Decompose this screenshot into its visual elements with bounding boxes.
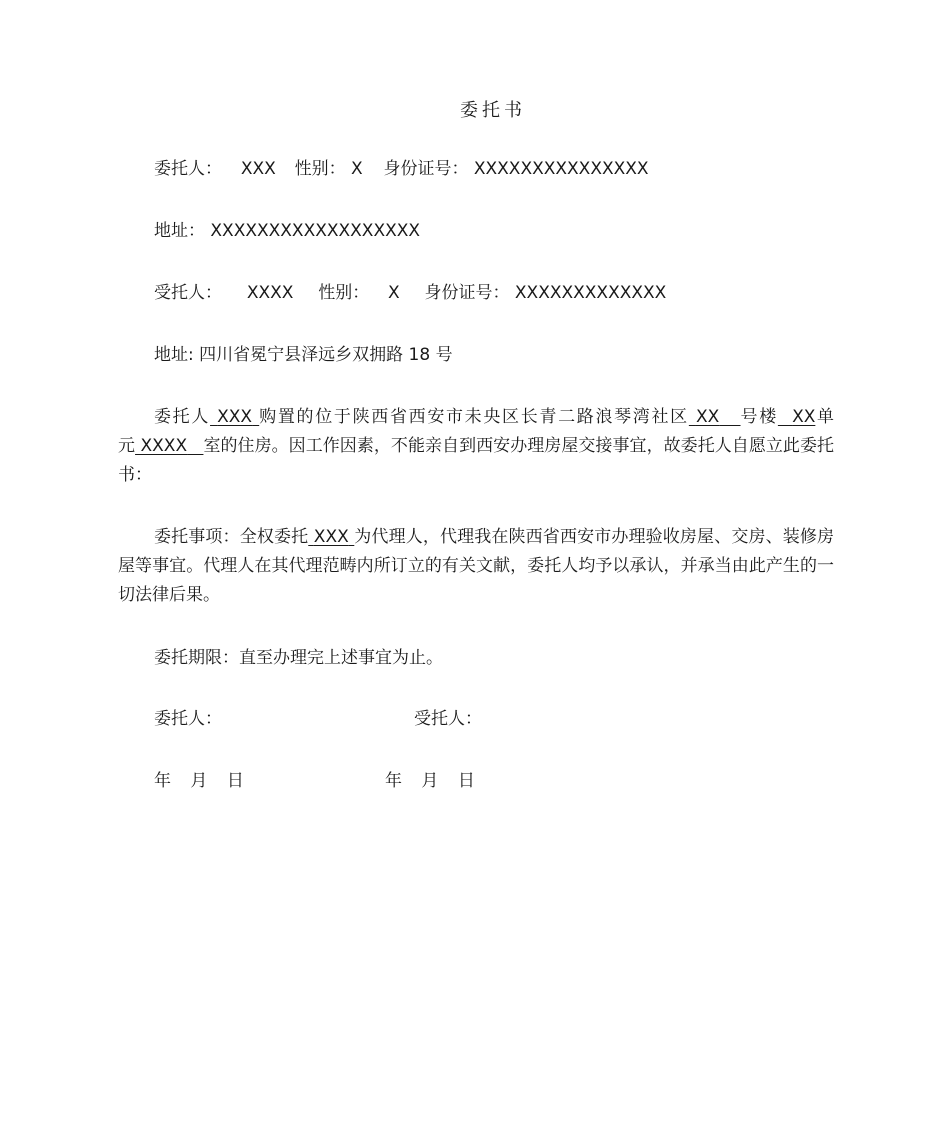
para1-text-2: 购置的位于陕西省西安市未央区长青二路浪琴湾社区 — [259, 407, 689, 427]
agent-address-label: 地址: — [154, 345, 194, 365]
principal-id-label: 身份证号： — [383, 159, 469, 179]
agent-address: 四川省冕宁县泽远乡双拥路 18 号 — [199, 345, 453, 365]
principal-signature-label: 委托人： — [154, 709, 222, 729]
agent-date-year: 年 — [385, 771, 402, 791]
agent-address-line — [154, 343, 453, 367]
principal-date-year: 年 — [154, 771, 171, 791]
principal-id: XXXXXXXXXXXXXXX — [473, 159, 649, 179]
purchase-paragraph — [118, 403, 834, 490]
agent-date-month: 月 — [421, 771, 439, 791]
agent-id-label: 身份证号： — [424, 283, 510, 303]
para1-room: XXXX — [140, 436, 188, 456]
principal-date — [154, 769, 258, 793]
principal-address: XXXXXXXXXXXXXXXXXX — [210, 221, 421, 241]
para1-principal-name: XXX — [217, 407, 253, 427]
principal-address-line — [154, 219, 420, 243]
agent-id: XXXXXXXXXXXXX — [514, 283, 667, 303]
para1-text-3: 号楼 — [740, 407, 778, 427]
principal-date-day: 日 — [226, 771, 244, 791]
para1-building: XX — [695, 407, 720, 427]
agent-line — [154, 281, 666, 305]
para2-agent-name: XXX — [313, 527, 349, 547]
principal-line — [154, 157, 649, 181]
principal-name: XXX — [240, 159, 276, 179]
agent-gender-label: 性别： — [318, 283, 370, 303]
agent-date — [385, 769, 489, 793]
agent-gender: X — [388, 283, 400, 303]
principal-gender: X — [350, 159, 363, 179]
para1-unit: XX — [792, 407, 816, 427]
agent-date-day: 日 — [457, 771, 475, 791]
principal-label: 委托人： — [154, 159, 222, 179]
para1-text-4: 单元 — [118, 407, 835, 456]
agent-label: 受托人： — [154, 283, 222, 303]
principal-date-month: 月 — [190, 771, 208, 791]
principal-gender-label: 性别： — [294, 159, 346, 179]
para2-text-1: 委托事项：全权委托 — [154, 527, 309, 547]
principal-address-label: 地址： — [154, 221, 205, 241]
para1-text-5: 室的住房。因工作因素，不能亲自到西安办理房屋交接事宜，故委托人自愿立此委托书： — [118, 436, 834, 485]
agent-name: XXXX — [246, 283, 294, 303]
para2-text-2: 为代理人，代理我在陕西省西安市办理验收房屋、交房、装修房屋等事宜。代理人在其代理范畴内所订立的有关文献，委托人均予以承认，并承当由此产生的一切法律后果。 — [118, 527, 835, 605]
authorization-paragraph — [118, 523, 834, 610]
term-line: 委托期限：直至办理完上述事宜为止。 — [154, 648, 443, 668]
para1-text-1: 委托人 — [154, 407, 211, 427]
agent-signature-label: 受托人： — [414, 709, 482, 729]
document-title: 委托书 — [460, 100, 526, 121]
